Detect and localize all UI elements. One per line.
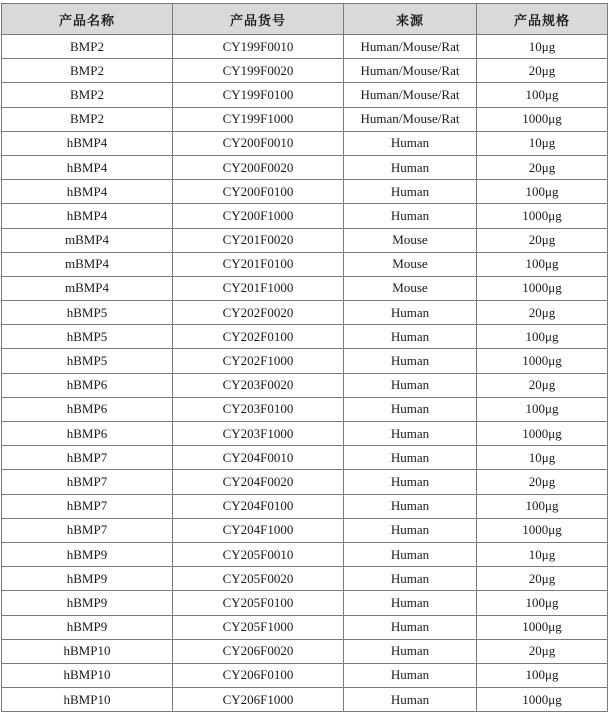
table-row [2, 446, 608, 470]
table-row [2, 301, 608, 325]
cell-product-name: BMP2 [2, 107, 173, 131]
cell-source: Human [344, 663, 477, 687]
cell-product-code: CY201F0020 [173, 228, 344, 252]
cell-product-code: CY204F0020 [173, 470, 344, 494]
table-row [2, 131, 608, 155]
table-row [2, 35, 608, 59]
cell-source: Human [344, 494, 477, 518]
cell-source: Human [344, 155, 477, 179]
cell-product-name: mBMP4 [2, 252, 173, 276]
cell-source: Mouse [344, 228, 477, 252]
cell-product-name: hBMP9 [2, 567, 173, 591]
cell-product-name: mBMP4 [2, 228, 173, 252]
cell-product-name: hBMP6 [2, 422, 173, 446]
cell-product-spec: 20μg [477, 639, 608, 663]
cell-source: Human [344, 615, 477, 639]
cell-source: Human [344, 180, 477, 204]
cell-source: Human [344, 639, 477, 663]
cell-source: Human [344, 397, 477, 421]
table-row [2, 83, 608, 107]
cell-product-code: CY205F0010 [173, 542, 344, 566]
cell-product-spec: 1000μg [477, 615, 608, 639]
cell-product-name: hBMP5 [2, 301, 173, 325]
cell-product-name: hBMP7 [2, 470, 173, 494]
cell-product-code: CY200F1000 [173, 204, 344, 228]
cell-product-code: CY204F0100 [173, 494, 344, 518]
cell-source: Human [344, 567, 477, 591]
cell-product-code: CY206F0100 [173, 663, 344, 687]
cell-product-code: CY201F0100 [173, 252, 344, 276]
cell-product-spec: 10μg [477, 542, 608, 566]
cell-product-spec: 10μg [477, 131, 608, 155]
cell-product-spec: 100μg [477, 180, 608, 204]
cell-product-spec: 1000μg [477, 107, 608, 131]
table-row [2, 349, 608, 373]
cell-product-spec: 1000μg [477, 204, 608, 228]
table-row [2, 276, 608, 300]
cell-product-spec: 1000μg [477, 276, 608, 300]
cell-product-code: CY205F0020 [173, 567, 344, 591]
cell-product-code: CY199F0100 [173, 83, 344, 107]
cell-product-code: CY206F0020 [173, 639, 344, 663]
table-body [2, 35, 608, 712]
cell-product-name: BMP2 [2, 35, 173, 59]
table-row [2, 639, 608, 663]
cell-product-code: CY201F1000 [173, 276, 344, 300]
cell-product-name: hBMP7 [2, 446, 173, 470]
cell-product-spec: 100μg [477, 591, 608, 615]
cell-product-spec: 10μg [477, 35, 608, 59]
cell-source: Human/Mouse/Rat [344, 35, 477, 59]
cell-product-name: hBMP9 [2, 615, 173, 639]
cell-product-name: hBMP7 [2, 494, 173, 518]
cell-product-name: hBMP4 [2, 131, 173, 155]
cell-product-name: hBMP9 [2, 591, 173, 615]
table-row [2, 518, 608, 542]
cell-product-name: hBMP9 [2, 542, 173, 566]
table-row [2, 470, 608, 494]
cell-product-name: hBMP10 [2, 639, 173, 663]
table-row [2, 567, 608, 591]
table-row [2, 615, 608, 639]
cell-product-code: CY202F0020 [173, 301, 344, 325]
header-product-code: 产品货号 [173, 4, 344, 35]
cell-product-name: hBMP6 [2, 397, 173, 421]
cell-product-spec: 100μg [477, 663, 608, 687]
cell-product-code: CY203F1000 [173, 422, 344, 446]
table-row [2, 494, 608, 518]
cell-product-spec: 100μg [477, 325, 608, 349]
header-source: 来源 [344, 4, 477, 35]
cell-product-code: CY203F0020 [173, 373, 344, 397]
cell-source: Human [344, 446, 477, 470]
cell-product-code: CY206F1000 [173, 688, 344, 712]
cell-product-code: CY199F1000 [173, 107, 344, 131]
table-row [2, 422, 608, 446]
cell-product-code: CY204F0010 [173, 446, 344, 470]
cell-product-name: hBMP10 [2, 663, 173, 687]
cell-source: Human [344, 325, 477, 349]
table-header [2, 4, 608, 35]
cell-source: Human/Mouse/Rat [344, 83, 477, 107]
table-row [2, 180, 608, 204]
cell-product-spec: 1000μg [477, 518, 608, 542]
cell-product-spec: 100μg [477, 494, 608, 518]
cell-product-code: CY204F1000 [173, 518, 344, 542]
cell-product-spec: 20μg [477, 567, 608, 591]
cell-product-code: CY202F0100 [173, 325, 344, 349]
cell-source: Human [344, 373, 477, 397]
product-table-container [1, 3, 607, 712]
table-row [2, 252, 608, 276]
cell-product-spec: 1000μg [477, 688, 608, 712]
cell-source: Human [344, 131, 477, 155]
header-product-name: 产品名称 [2, 4, 173, 35]
cell-product-spec: 100μg [477, 83, 608, 107]
cell-source: Human/Mouse/Rat [344, 59, 477, 83]
cell-product-code: CY205F1000 [173, 615, 344, 639]
cell-source: Mouse [344, 276, 477, 300]
header-row [2, 4, 608, 35]
cell-product-spec: 20μg [477, 228, 608, 252]
cell-product-name: hBMP5 [2, 325, 173, 349]
table-row [2, 397, 608, 421]
cell-product-spec: 20μg [477, 301, 608, 325]
cell-source: Human [344, 301, 477, 325]
table-row [2, 663, 608, 687]
header-product-spec: 产品规格 [477, 4, 608, 35]
cell-product-spec: 20μg [477, 470, 608, 494]
cell-source: Human [344, 349, 477, 373]
table-row [2, 688, 608, 712]
table-row [2, 155, 608, 179]
table-row [2, 373, 608, 397]
cell-product-name: hBMP4 [2, 180, 173, 204]
cell-product-code: CY199F0010 [173, 35, 344, 59]
cell-source: Human [344, 470, 477, 494]
cell-product-code: CY199F0020 [173, 59, 344, 83]
cell-product-spec: 10μg [477, 446, 608, 470]
cell-product-name: BMP2 [2, 83, 173, 107]
cell-product-name: hBMP6 [2, 373, 173, 397]
cell-product-name: hBMP7 [2, 518, 173, 542]
cell-source: Mouse [344, 252, 477, 276]
cell-source: Human [344, 422, 477, 446]
cell-product-code: CY200F0020 [173, 155, 344, 179]
table-row [2, 228, 608, 252]
cell-product-code: CY202F1000 [173, 349, 344, 373]
cell-source: Human [344, 204, 477, 228]
cell-product-name: hBMP4 [2, 155, 173, 179]
cell-product-spec: 100μg [477, 397, 608, 421]
cell-product-code: CY205F0100 [173, 591, 344, 615]
cell-source: Human/Mouse/Rat [344, 107, 477, 131]
cell-source: Human [344, 518, 477, 542]
cell-product-code: CY200F0100 [173, 180, 344, 204]
cell-source: Human [344, 688, 477, 712]
product-table [1, 3, 608, 712]
cell-product-name: hBMP5 [2, 349, 173, 373]
cell-source: Human [344, 542, 477, 566]
cell-product-name: hBMP4 [2, 204, 173, 228]
table-row [2, 107, 608, 131]
cell-source: Human [344, 591, 477, 615]
cell-product-name: hBMP10 [2, 688, 173, 712]
cell-product-spec: 1000μg [477, 349, 608, 373]
cell-product-spec: 1000μg [477, 422, 608, 446]
cell-product-code: CY200F0010 [173, 131, 344, 155]
cell-product-spec: 20μg [477, 59, 608, 83]
cell-product-name: BMP2 [2, 59, 173, 83]
cell-product-spec: 20μg [477, 155, 608, 179]
cell-product-spec: 20μg [477, 373, 608, 397]
table-row [2, 59, 608, 83]
cell-product-code: CY203F0100 [173, 397, 344, 421]
table-row [2, 325, 608, 349]
table-row [2, 542, 608, 566]
cell-product-name: mBMP4 [2, 276, 173, 300]
table-row [2, 591, 608, 615]
cell-product-spec: 100μg [477, 252, 608, 276]
table-row [2, 204, 608, 228]
